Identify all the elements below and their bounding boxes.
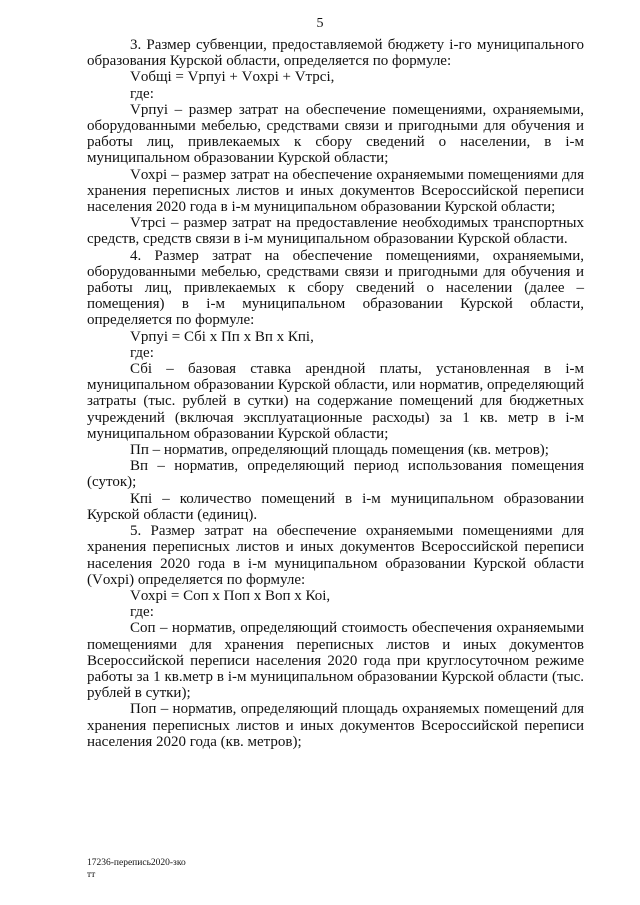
formula-line: где: (130, 85, 154, 102)
paragraph: 5. Размер затрат на обеспечение охраняемыми помещениями для хранения переписных листов и иных документов Всероссийской переписи населения 2020 года в i-м муниципальном образовании Курской области (Vохрі) определяется по формуле: (87, 523, 584, 588)
paragraph: Сбі – базовая ставка арендной платы, установленная в i-м муниципальном образовании Курской области, или норматив, определяющий затраты (тыс. рублей в сутки) на содержание помещений для бюджетных учреждений (включая эксплуатационные расходы) за 1 кв. метр в i-м муниципальном образовании Курской области; (87, 361, 584, 442)
paragraph: Соп – норматив, определяющий стоимость обеспечения охраняемыми помещениями для хранения переписных листов и иных документов Всероссийской переписи населения 2020 года при круглосуточном режиме работы за 1 кв.метр в i-м муниципальном образовании Курской области (тыс. рублей в сутки); (87, 620, 584, 702)
paragraph: Vохрі – размер затрат на обеспечение охраняемыми помещениями для хранения переписных листов и иных документов Всероссийской переписи населения 2020 года в i-м муниципальном образовании Курской области; (87, 166, 584, 216)
paragraph: Вп – норматив, определяющий период использования помещения (суток); (87, 458, 584, 491)
document-body (87, 37, 584, 750)
formula-line: где: (130, 604, 154, 621)
formula-line: где: (130, 344, 154, 361)
footer (87, 857, 186, 881)
paragraph: Кпі – количество помещений в i-м муниципальном образовании Курской области (единиц). (87, 490, 584, 523)
formula-line: Vрпуі = Сбі х Пп х Вп х Кпі, (130, 328, 314, 345)
paragraph: 3. Размер субвенции, предоставляемой бюджету i-го муниципального образования Курской области, определяется по формуле: (87, 37, 584, 70)
paragraph: Vрпуі – размер затрат на обеспечение помещениями, охраняемыми, оборудованными мебелью, средствами связи и пригодными для обучения и работы лиц, привлекаемых к сбору сведений о населении, в i-м муниципальном образовании Курской области; (87, 101, 584, 167)
footer-initials: тт (87, 870, 96, 880)
paragraph: Поп – норматив, определяющий площадь охраняемых помещений для хранения переписных листов и иных документов Всероссийской переписи населения 2020 года (кв. метров); (87, 701, 584, 750)
page-number: 5 (316, 16, 324, 31)
formula-line: Vобщі = Vрпуі + Vохрі + Vтрсі, (130, 69, 335, 86)
formula-line: Vохрі = Соп х Поп х Воп х Коі, (130, 587, 331, 604)
paragraph: Пп – норматив, определяющий площадь помещения (кв. метров); (130, 442, 549, 459)
paragraph: Vтрсі – размер затрат на предоставление необходимых транспортных средств, средств связи в i-м муниципальном образовании Курской области. (87, 215, 584, 248)
paragraph: 4. Размер затрат на обеспечение помещениями, охраняемыми, оборудованными мебелью, средствами связи и пригодными для обучения и работы лиц, привлекаемых к сбору сведений о населении (далее – помещения) в i-м муниципальном образовании Курской области, определяется по формуле: (87, 247, 584, 329)
footer-doc-reference: 17236-перепись2020-зко (87, 858, 186, 868)
